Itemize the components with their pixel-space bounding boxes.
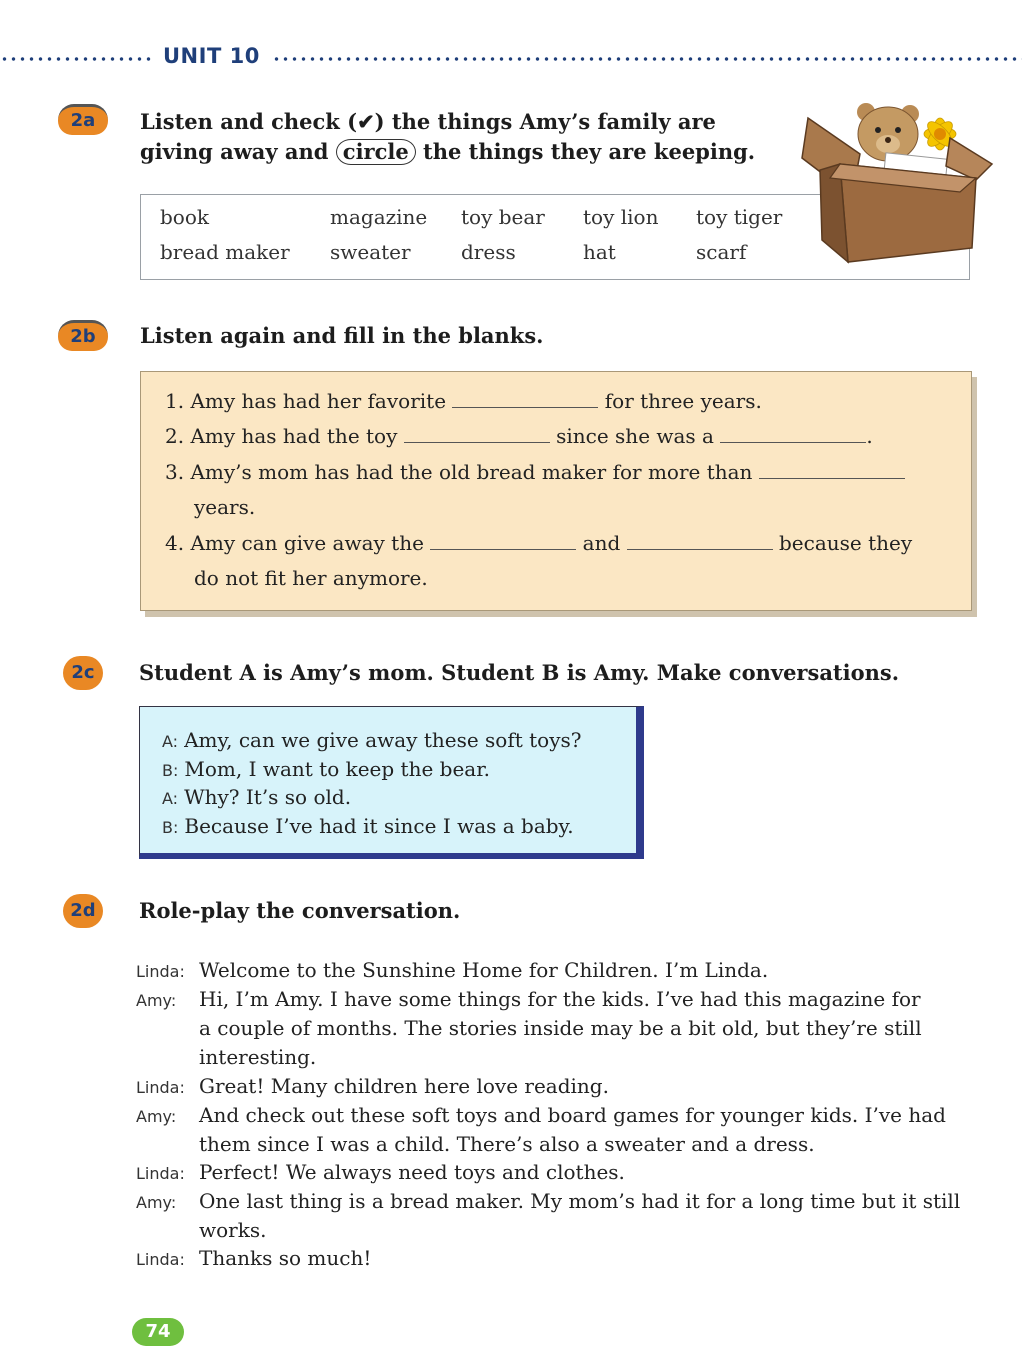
blank-line-4-cont: do not fit her anymore.: [194, 566, 428, 590]
instruction-line-2-pre: giving away and: [140, 139, 336, 164]
header-dots-right: [272, 56, 1022, 62]
line-3-text-a: 3. Amy’s mom has had the old bread maker for more than: [165, 460, 753, 484]
conversation-line: [162, 783, 351, 813]
speaker-label: B:: [162, 761, 179, 780]
speaker-label: Amy:: [136, 1193, 177, 1212]
dialogue-line: them since I was a child. There’s also a sweater and a dress.: [199, 1132, 815, 1156]
exercise-2d-badge: 2d: [63, 894, 103, 928]
blank-field[interactable]: [404, 422, 550, 443]
fill-in-blanks-box: [140, 371, 972, 611]
page-number: 74: [132, 1318, 184, 1346]
conversation-text: Mom, I want to keep the bear.: [184, 757, 490, 781]
word-item[interactable]: toy bear: [461, 205, 545, 229]
line-2-text-b: since she was a: [556, 424, 714, 448]
dialogue-line: Perfect! We always need toys and clothes.: [199, 1160, 625, 1184]
word-item[interactable]: hat: [583, 240, 616, 264]
circle-word: circle: [336, 139, 416, 165]
sample-conversation-box: [139, 706, 644, 859]
line-4-text-a: 4. Amy can give away the: [165, 531, 424, 555]
instruction-line-1: Listen and check (✔) the things Amy’s family are: [140, 109, 716, 134]
blank-line-2: [165, 422, 873, 450]
blank-field[interactable]: [452, 387, 598, 408]
blank-line-3-cont: years.: [194, 495, 256, 519]
word-item[interactable]: toy tiger: [696, 205, 783, 229]
speaker-label: Amy:: [136, 1107, 177, 1126]
header-dots-left: [0, 56, 152, 62]
line-4-text-c: because they: [778, 531, 913, 555]
word-item[interactable]: magazine: [330, 205, 428, 229]
exercise-2b-instruction: Listen again and fill in the blanks.: [140, 323, 544, 348]
word-item[interactable]: scarf: [696, 240, 747, 264]
instruction-line-2-post: the things they are keeping.: [415, 139, 756, 164]
conversation-line: [162, 812, 574, 842]
speaker-label: A:: [162, 789, 179, 808]
line-2-text-c: .: [866, 424, 873, 448]
dialogue-line: One last thing is a bread maker. My mom’s had it for a long time but it still: [199, 1189, 961, 1213]
dialogue-line: Welcome to the Sunshine Home for Children. I’m Linda.: [199, 958, 769, 982]
exercise-2b-badge: 2b: [58, 320, 108, 351]
dialogue-line: Hi, I’m Amy. I have some things for the kids. I’ve had this magazine for: [199, 987, 921, 1011]
blank-line-3: [165, 458, 905, 486]
speaker-label: Linda:: [136, 1078, 185, 1097]
conversation-text: Why? It’s so old.: [184, 785, 352, 809]
word-item[interactable]: toy lion: [583, 205, 659, 229]
dialogue-line: works.: [199, 1218, 267, 1242]
exercise-2a-instruction: [140, 107, 755, 167]
unit-title: UNIT 10: [163, 44, 260, 68]
dialogue-line: interesting.: [199, 1045, 317, 1069]
line-2-text-a: 2. Amy has had the toy: [165, 424, 398, 448]
blank-line-4: [165, 529, 912, 557]
line-1-text-b: for three years.: [604, 389, 762, 413]
conversation-line: [162, 726, 582, 756]
speaker-label: Linda:: [136, 1164, 185, 1183]
conversation-text: Because I’ve had it since I was a baby.: [184, 814, 574, 838]
word-item[interactable]: bread maker: [160, 240, 290, 264]
blank-field[interactable]: [627, 529, 773, 550]
speaker-label: Linda:: [136, 1250, 185, 1269]
exercise-2d-instruction: Role-play the conversation.: [139, 898, 461, 923]
exercise-2c-badge: 2c: [63, 656, 103, 690]
dialogue-line: And check out these soft toys and board games for younger kids. I’ve had: [199, 1103, 946, 1127]
dialogue-line: a couple of months. The stories inside may be a bit old, but they’re still: [199, 1016, 922, 1040]
blank-field[interactable]: [720, 422, 866, 443]
line-4-text-b: and: [582, 531, 621, 555]
speaker-label: Amy:: [136, 991, 177, 1010]
blank-line-1: [165, 387, 762, 415]
blank-field[interactable]: [430, 529, 576, 550]
instruction-line-2: [140, 137, 755, 167]
speaker-label: B:: [162, 818, 179, 837]
conversation-line: [162, 755, 490, 785]
word-item[interactable]: dress: [461, 240, 516, 264]
speaker-label: A:: [162, 732, 179, 751]
line-1-text-a: 1. Amy has had her favorite: [165, 389, 447, 413]
word-item[interactable]: sweater: [330, 240, 411, 264]
exercise-2c-instruction: Student A is Amy’s mom. Student B is Amy. Make conversations.: [139, 660, 900, 685]
word-item[interactable]: book: [160, 205, 210, 229]
dialogue-line: Thanks so much!: [199, 1246, 372, 1270]
blank-field[interactable]: [759, 458, 905, 479]
dialogue-line: Great! Many children here love reading.: [199, 1074, 609, 1098]
conversation-text: Amy, can we give away these soft toys?: [184, 728, 582, 752]
speaker-label: Linda:: [136, 962, 185, 981]
exercise-2a-badge: 2a: [58, 104, 108, 135]
teddy-bear-box-illustration: [800, 100, 996, 264]
